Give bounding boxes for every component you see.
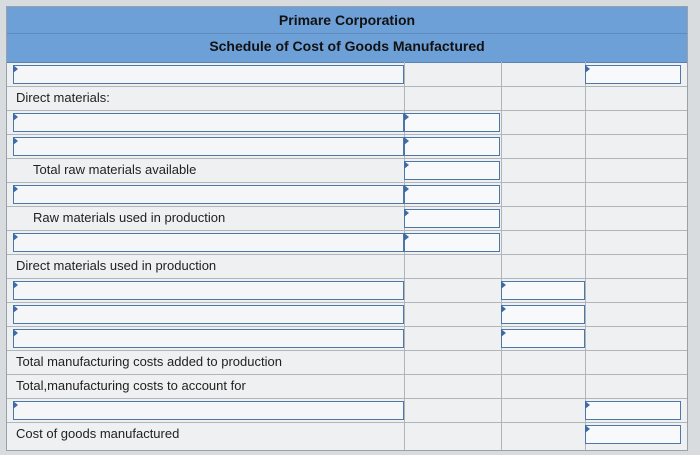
- schedule-select-field[interactable]: [13, 137, 404, 156]
- table-row: [7, 422, 687, 446]
- amount-field[interactable]: [501, 281, 585, 300]
- schedule-select-field[interactable]: [13, 233, 404, 252]
- table-row: [7, 158, 687, 183]
- table-row: [7, 302, 687, 327]
- schedule-select-field[interactable]: [13, 401, 404, 420]
- total-costs-account-label: Total,manufacturing costs to account for: [16, 378, 246, 393]
- table-row: [7, 350, 687, 375]
- schedule-title: Schedule of Cost of Goods Manufactured: [209, 38, 485, 54]
- amount-field[interactable]: [404, 233, 500, 252]
- total-costs-added-label: Total manufacturing costs added to production: [16, 354, 282, 369]
- amount-field[interactable]: [404, 209, 500, 228]
- table-row: [7, 182, 687, 207]
- amount-field[interactable]: [404, 113, 500, 132]
- amount-field[interactable]: [404, 161, 500, 180]
- table-row: [7, 62, 687, 87]
- amount-field[interactable]: [585, 401, 681, 420]
- total-raw-materials-label: Total raw materials available: [33, 162, 197, 177]
- schedule-select-field[interactable]: [13, 113, 404, 132]
- table-row: [7, 230, 687, 255]
- schedule-select-field[interactable]: [13, 65, 404, 84]
- schedule-select-field[interactable]: [13, 329, 404, 348]
- table-row: [7, 254, 687, 279]
- table-row: [7, 134, 687, 159]
- table-row: [7, 206, 687, 231]
- amount-field[interactable]: [404, 185, 500, 204]
- direct-materials-label: Direct materials:: [16, 90, 110, 105]
- amount-field[interactable]: [585, 425, 681, 444]
- table-row: [7, 278, 687, 303]
- direct-materials-used-label: Direct materials used in production: [16, 258, 217, 273]
- amount-field[interactable]: [501, 305, 585, 324]
- cost-of-goods-manufactured-label: Cost of goods manufactured: [16, 426, 180, 441]
- company-name: Primare Corporation: [278, 12, 416, 28]
- amount-field[interactable]: [404, 137, 500, 156]
- schedule-select-field[interactable]: [13, 185, 404, 204]
- schedule-sheet: [6, 6, 688, 451]
- table-row: [7, 326, 687, 351]
- table-row: [7, 110, 687, 135]
- schedule-select-field[interactable]: [13, 305, 404, 324]
- table-row: [7, 398, 687, 423]
- table-row: [7, 374, 687, 399]
- amount-field[interactable]: [501, 329, 585, 348]
- raw-materials-used-label: Raw materials used in production: [33, 210, 226, 225]
- table-row: [7, 86, 687, 111]
- schedule-header: [7, 7, 687, 63]
- schedule-select-field[interactable]: [13, 281, 404, 300]
- amount-field[interactable]: [585, 65, 681, 84]
